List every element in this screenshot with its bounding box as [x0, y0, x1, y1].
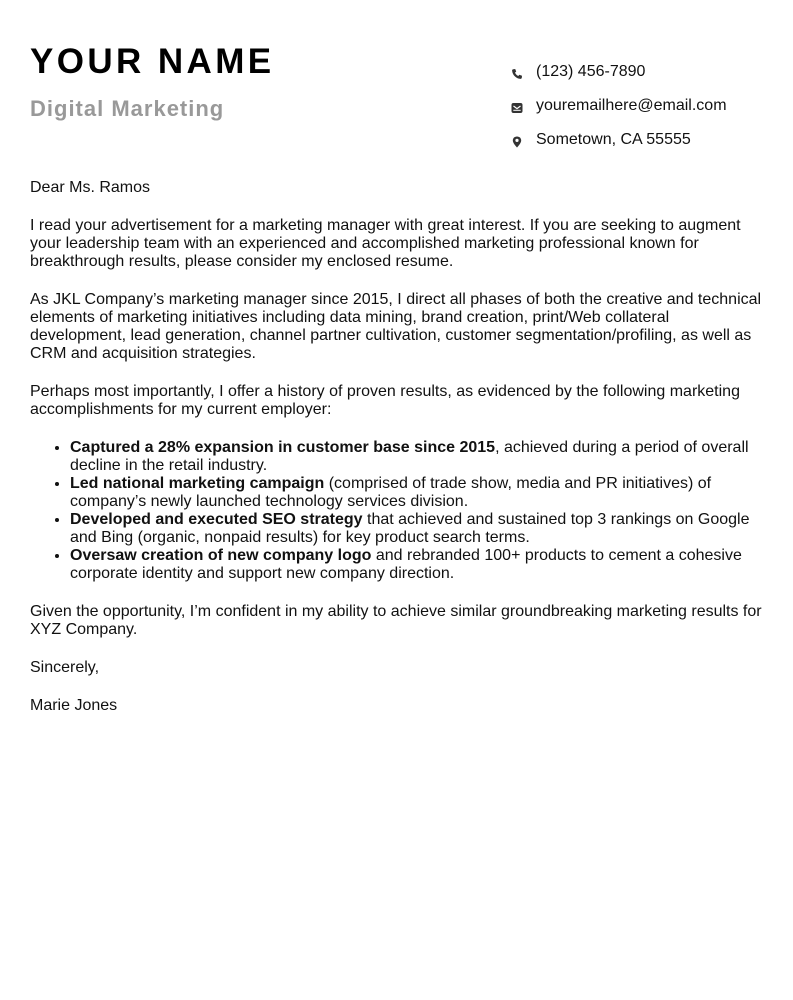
contact-phone [509, 55, 779, 89]
list-item-bold: Led national marketing campaign [70, 475, 325, 492]
list-item-bold: Developed and executed SEO strategy [70, 511, 363, 528]
signature: Marie Jones [30, 697, 118, 714]
list-item-bold: Captured a 28% expansion in customer base since 2015 [70, 439, 496, 456]
location-pin-icon [509, 134, 525, 150]
list-item [70, 547, 765, 583]
contact-email-text: youremailhere@email.com [536, 97, 727, 114]
applicant-name: YOUR NAME [30, 42, 275, 81]
letter-body [30, 179, 765, 735]
paragraph-experience: As JKL Company’s marketing manager since 2015, I direct all phases of both the creative and technical elements of marketing initiatives including data mining, brand creation, print/Web collateral development, lead generation, channel partner cultivation, customer segmentation/profiling, as well as CRM and acquisition strategies. [30, 291, 762, 362]
list-item-text: that achieved and sustained top 3 rankings on Google and Bing (organic, nonpaid results) for key product search terms. [70, 511, 750, 546]
salutation: Dear Ms. Ramos [30, 179, 151, 196]
contact-info [509, 55, 779, 157]
contact-location-text: Sometown, CA 55555 [536, 131, 691, 148]
job-title: Digital Marketing [30, 96, 225, 121]
phone-icon [509, 66, 525, 82]
paragraph-closing: Given the opportunity, I’m confident in my ability to achieve similar groundbreaking marketing results for XYZ Company. [30, 603, 762, 638]
contact-location [509, 123, 779, 157]
paragraph-intro: I read your advertisement for a marketing manager with great interest. If you are seeking to augment your leadership team with an experienced and accomplished marketing professional known for breakthrough results, please consider my enclosed resume. [30, 217, 741, 270]
paragraph-results: Perhaps most importantly, I offer a history of proven results, as evidenced by the following marketing accomplishments for my current employer: [30, 383, 740, 418]
signoff: Sincerely, [30, 659, 100, 676]
list-item [70, 511, 765, 547]
email-icon [509, 100, 525, 116]
list-item-bold: Oversaw creation of new company logo [70, 547, 372, 564]
accomplishments-list [30, 439, 765, 583]
list-item-text: (comprised of trade show, media and PR initiatives) of company’s newly launched technology services division. [70, 475, 712, 510]
contact-email [509, 89, 779, 123]
list-item [70, 439, 765, 475]
list-item-text: and rebranded 100+ products to cement a cohesive corporate identity and support new company direction. [70, 547, 742, 582]
list-item [70, 475, 765, 511]
list-item-text: , achieved during a period of overall decline in the retail industry. [70, 439, 749, 474]
contact-phone-text: (123) 456-7890 [536, 63, 646, 80]
